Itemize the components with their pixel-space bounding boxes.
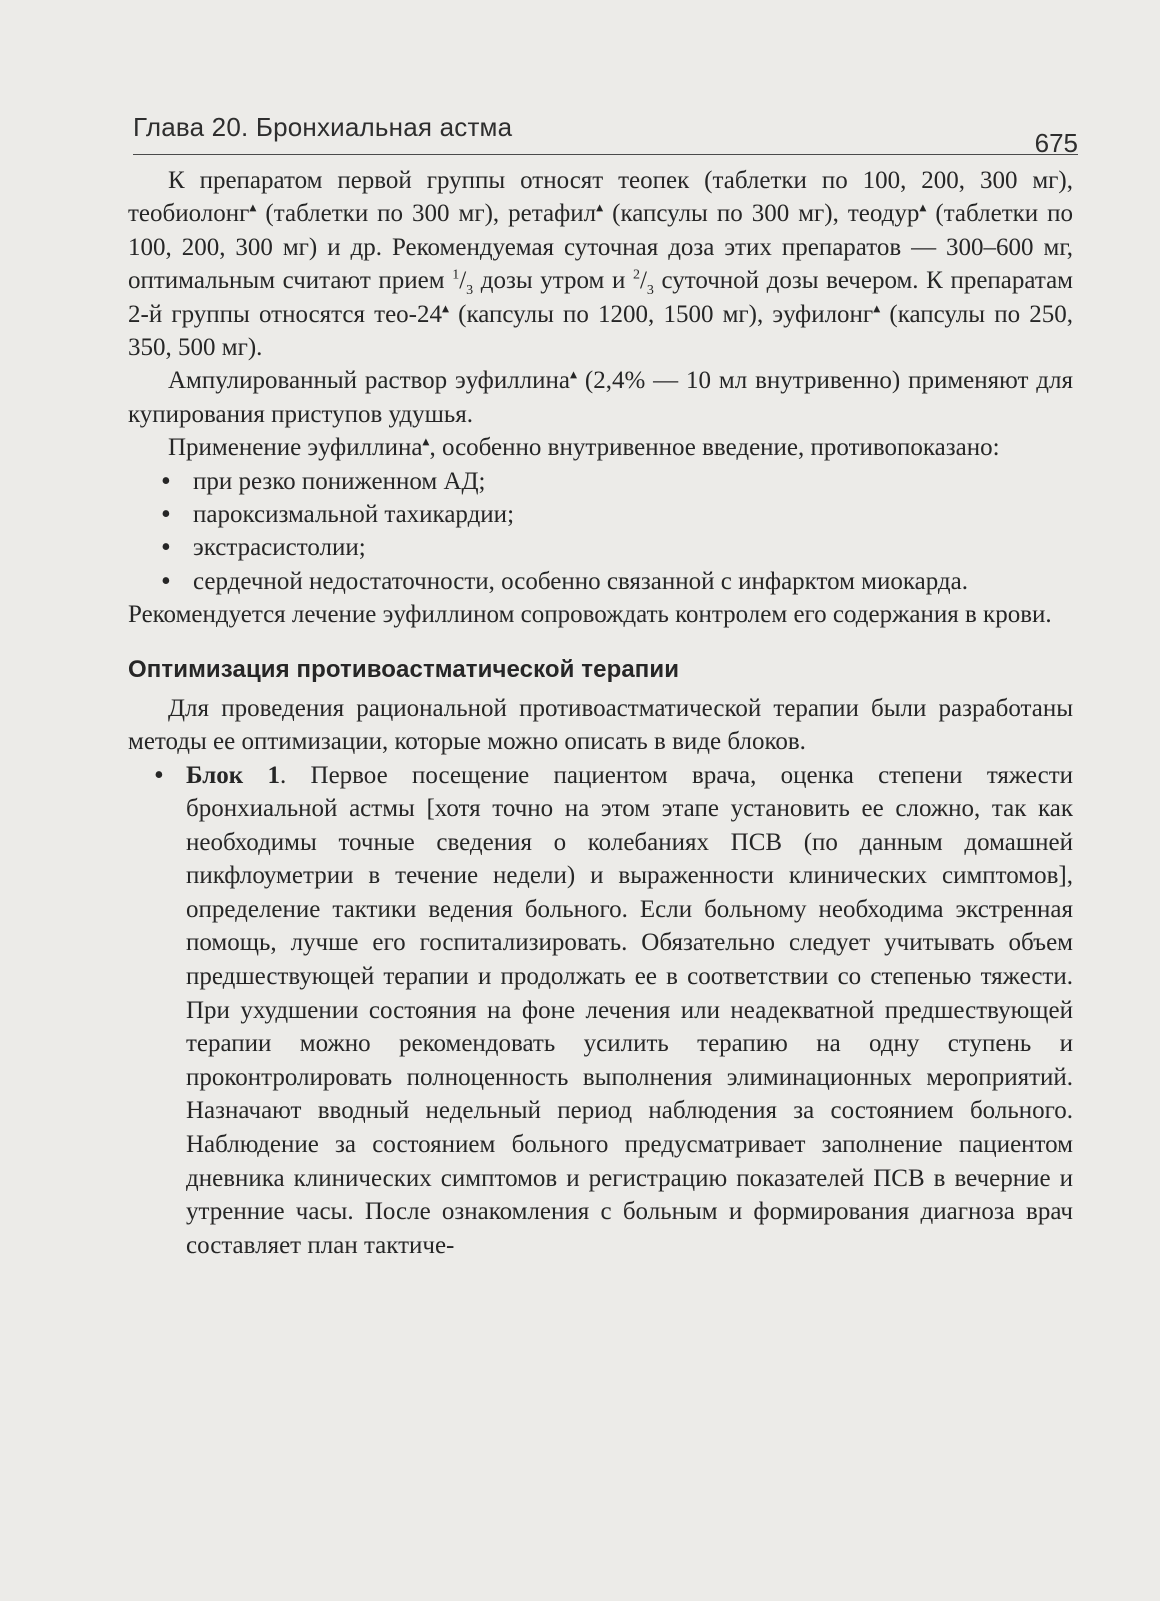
page-header — [133, 108, 1078, 158]
text-run: (таблетки по 100, 200, 300 мг) и др. Рекомендуемая суточная доза этих препаратов — 300–600 мг, оптимальным считают прием — [128, 200, 1074, 295]
block-label: Блок 1 — [186, 761, 280, 789]
fraction-numerator: 1 — [452, 267, 460, 283]
text-run: (капсулы по 1200, 1500 мг), эуфилонг — [449, 300, 874, 328]
list-item: • сердечной недостаточности, особенно связанной с инфарктом миокарда. — [128, 565, 1073, 598]
triangle-mark: ▴ — [570, 368, 578, 384]
running-title: Глава 20. Бронхиальная астма — [133, 112, 513, 142]
paragraph-blood-control: Рекомендуется лечение эуфиллином сопровождать контролем его содержания в крови. — [128, 601, 1052, 629]
text-run: Ампулированный раствор эуфиллина — [168, 367, 570, 395]
triangle-mark: ▴ — [422, 434, 430, 450]
section-heading: Оптимизация противоастматической терапии — [128, 655, 680, 683]
text-run: (капсулы по 300 мг), теодур — [603, 200, 920, 228]
block-text: . Первое посещение пациентом врача, оценка степени тяжести бронхиальной астмы [хотя точно на этом этапе установить ее сложно, так как необходимы точные сведения о колебаниях ПСВ (по данным домашней пикфлоуметрии в течение недели) и выраженности клинических симптомов], определение тактики ведения больного. Если больному необходима экстренная помощь, лучше его госпитализировать. Обязательно следует учитывать объем предшествующей терапии и продолжать ее в соответствии со степенью тяжести. При ухудшении состояния на фоне лечения или неадекватной предшествующей терапии можно рекомендовать усилить терапию на одну ступень и проконтролировать полноценность выполнения элиминационных мероприятий. Назначают вводный недельный период наблюдения за состоянием больного. Наблюдение за состоянием больного предусматривает заполнение пациентом дневника клинических симптомов и регистрацию показателей ПСВ в вечерние и утренние часы. После ознакомления с больным и формирования диагноза врач составляет план тактиче- — [186, 761, 1073, 1259]
triangle-mark: ▴ — [596, 201, 604, 217]
text-run: суточной дозы вечером. К препаратам 2-й группы относятся тео-24 — [128, 267, 1073, 328]
fraction-denominator: 3 — [646, 283, 654, 299]
blocks-list — [128, 759, 1073, 1263]
fraction-denominator: 3 — [466, 283, 474, 299]
fraction-slash: / — [459, 267, 467, 295]
text-run: , особенно внутривенное введение, противопоказано: — [429, 434, 1000, 462]
paragraph-contraindications-intro — [128, 431, 1073, 464]
text-run: Применение эуфиллина — [168, 434, 423, 462]
triangle-mark: ▴ — [919, 201, 927, 217]
triangle-mark: ▴ — [873, 301, 881, 317]
page-number: 675 — [1034, 128, 1078, 158]
page-body — [128, 164, 1073, 1262]
text-run: (таблетки по 300 мг), ретафил — [256, 200, 597, 228]
contraindications-list — [128, 465, 1073, 599]
text-run: дозы утром и — [473, 267, 633, 295]
triangle-mark: ▴ — [442, 301, 450, 317]
text-run: (капсулы по 250, 350, 500 мг). — [128, 300, 1073, 362]
fraction-slash: / — [639, 267, 647, 295]
fraction-numerator: 2 — [632, 267, 640, 283]
list-item-block-1 — [128, 759, 1073, 1263]
paragraph-ampoule-solution — [128, 364, 1073, 431]
paragraph-theophylline-groups — [128, 164, 1073, 364]
list-item: • экстрасистолии; — [128, 531, 1073, 564]
list-item: • пароксизмальной тахикардии; — [128, 498, 1073, 531]
text-run: (2,4% — 10 мл внутривенно) применяют для купирования приступов удушья. — [128, 367, 1073, 428]
text-run: К препаратом первой группы относят теопек (таблетки по 100, 200, 300 мг), теобиолонг — [128, 167, 1073, 228]
triangle-mark: ▴ — [249, 201, 257, 217]
list-item: • при резко пониженном АД; — [128, 465, 1073, 498]
paragraph-optimization-intro: Для проведения рациональной противоастматической терапии были разработаны методы ее оптимизации, которые можно описать в виде блоков. — [128, 694, 1073, 756]
